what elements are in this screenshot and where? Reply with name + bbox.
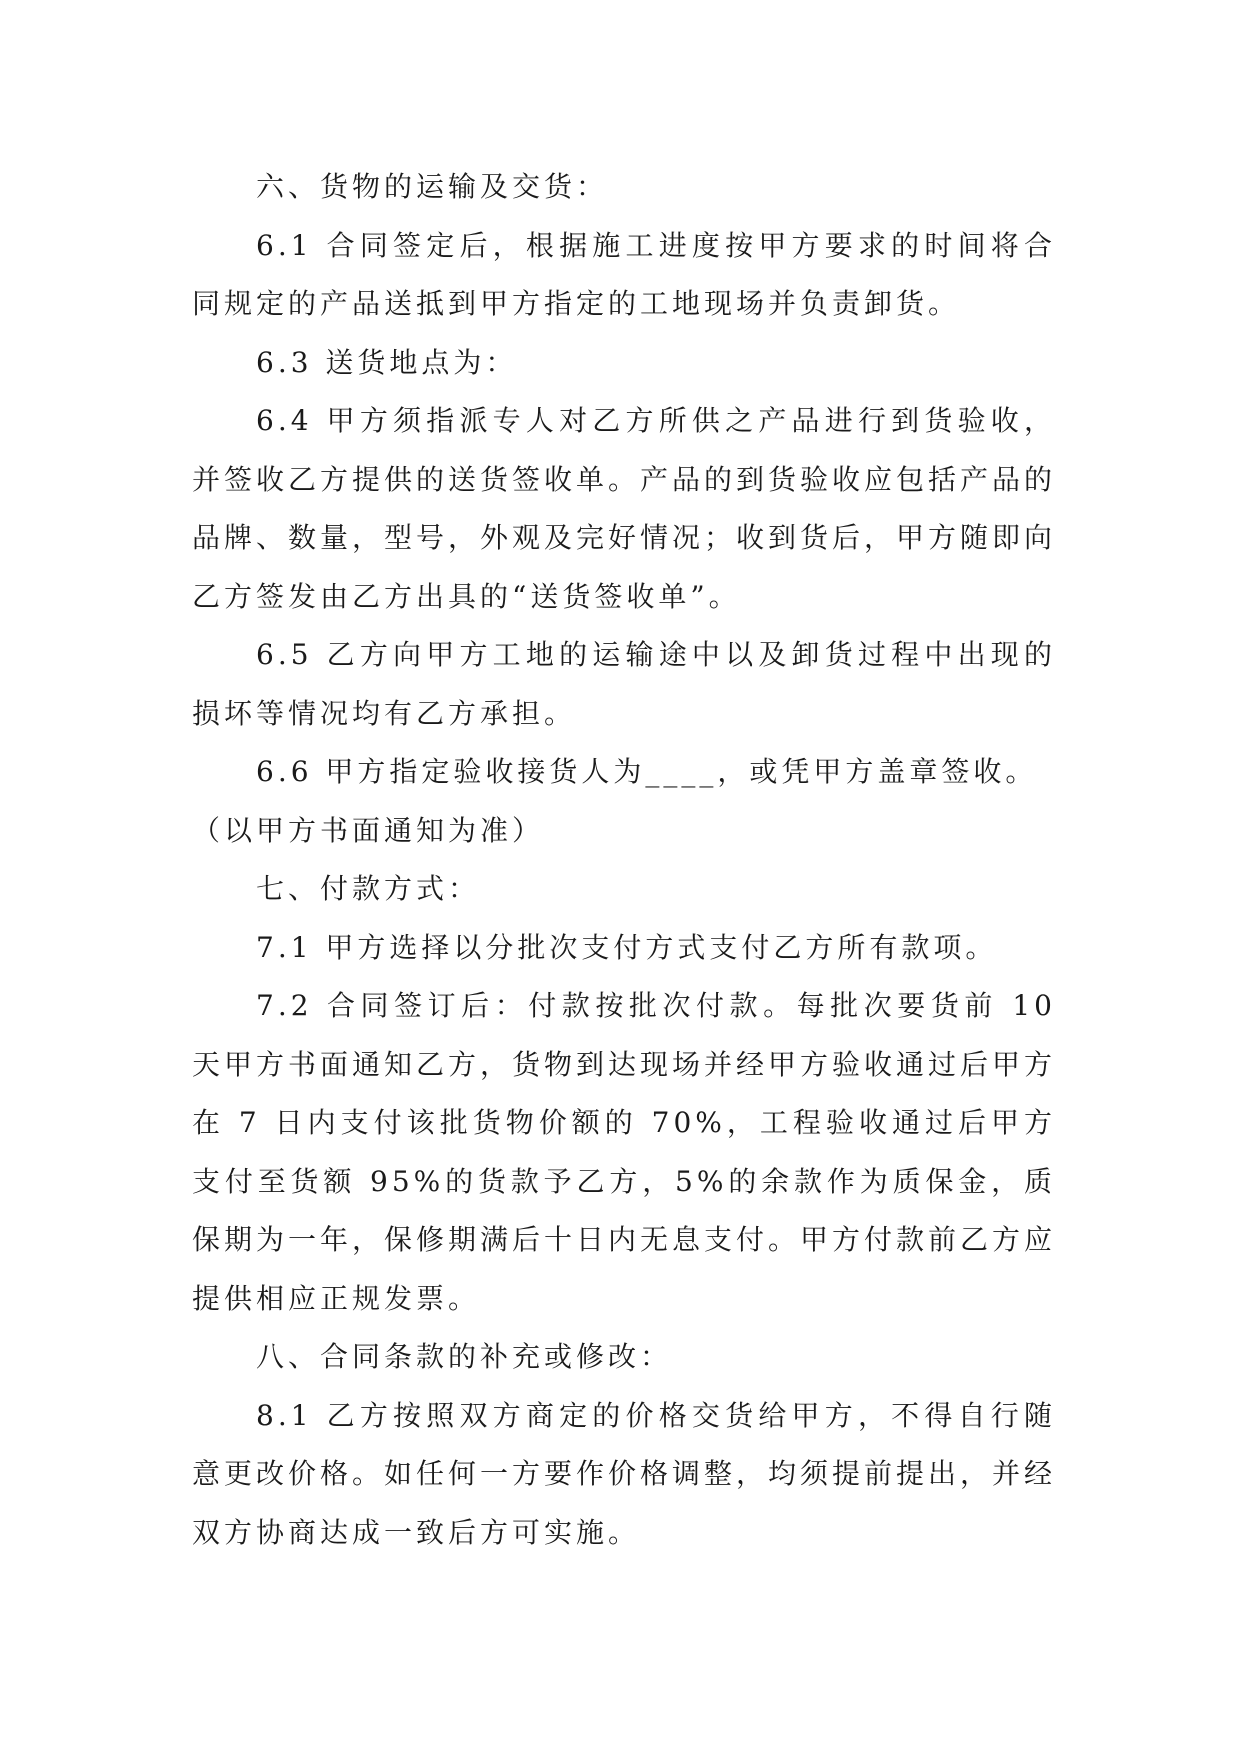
- clause-6-6-note: （以甲方书面通知为准）: [192, 813, 545, 847]
- clause-6-3: 6.3 送货地点为：: [256, 345, 518, 379]
- clause-8-1: 8.1 乙方按照双方商定的价格交货给甲方，不得自行随意更改价格。如任何一方要作价格调整，均须提前提出，并经双方协商达成一致后方可实施。: [192, 1398, 1057, 1549]
- section-heading-payment: 七、付款方式：: [256, 872, 481, 905]
- clause-7-2: 7.2 合同签订后：付款按批次付款。每批次要货前 10 天甲方书面通知乙方，货物到达现场并经甲方验收通过后甲方在 7 日内支付该批货物价额的 70%，工程验收通过后甲方支付至货额 95%的货款予乙方，5%的余款作为质保金，质保期为一年，保修期满后十日内无息支付。甲方付款前乙方应提供相应正规发票。: [192, 989, 1057, 1315]
- document-body: [192, 158, 1056, 1562]
- clause-6-4: 6.4 甲方须指派专人对乙方所供之产品进行到货验收，并签收乙方提供的送货签收单。产品的到货验收应包括产品的品牌、数量，型号，外观及完好情况；收到货后，甲方随即向乙方签发由乙方出具的“送货签收单”。: [192, 404, 1057, 613]
- clause-6-1: 6.1 合同签定后，根据施工进度按甲方要求的时间将合同规定的产品送抵到甲方指定的工地现场并负责卸货。: [192, 228, 1056, 320]
- clause-6-6: 6.6 甲方指定验收接货人为____，或凭甲方盖章签收。: [256, 755, 1038, 788]
- clause-7-1: 7.1 甲方选择以分批次支付方式支付乙方所有款项。: [256, 930, 998, 964]
- clause-6-5: 6.5 乙方向甲方工地的运输途中以及卸货过程中出现的损坏等情况均有乙方承担。: [192, 638, 1056, 730]
- section-heading-transport: 六、货物的运输及交货：: [256, 170, 609, 203]
- section-heading-amendments: 八、合同条款的补充或修改：: [256, 1340, 673, 1373]
